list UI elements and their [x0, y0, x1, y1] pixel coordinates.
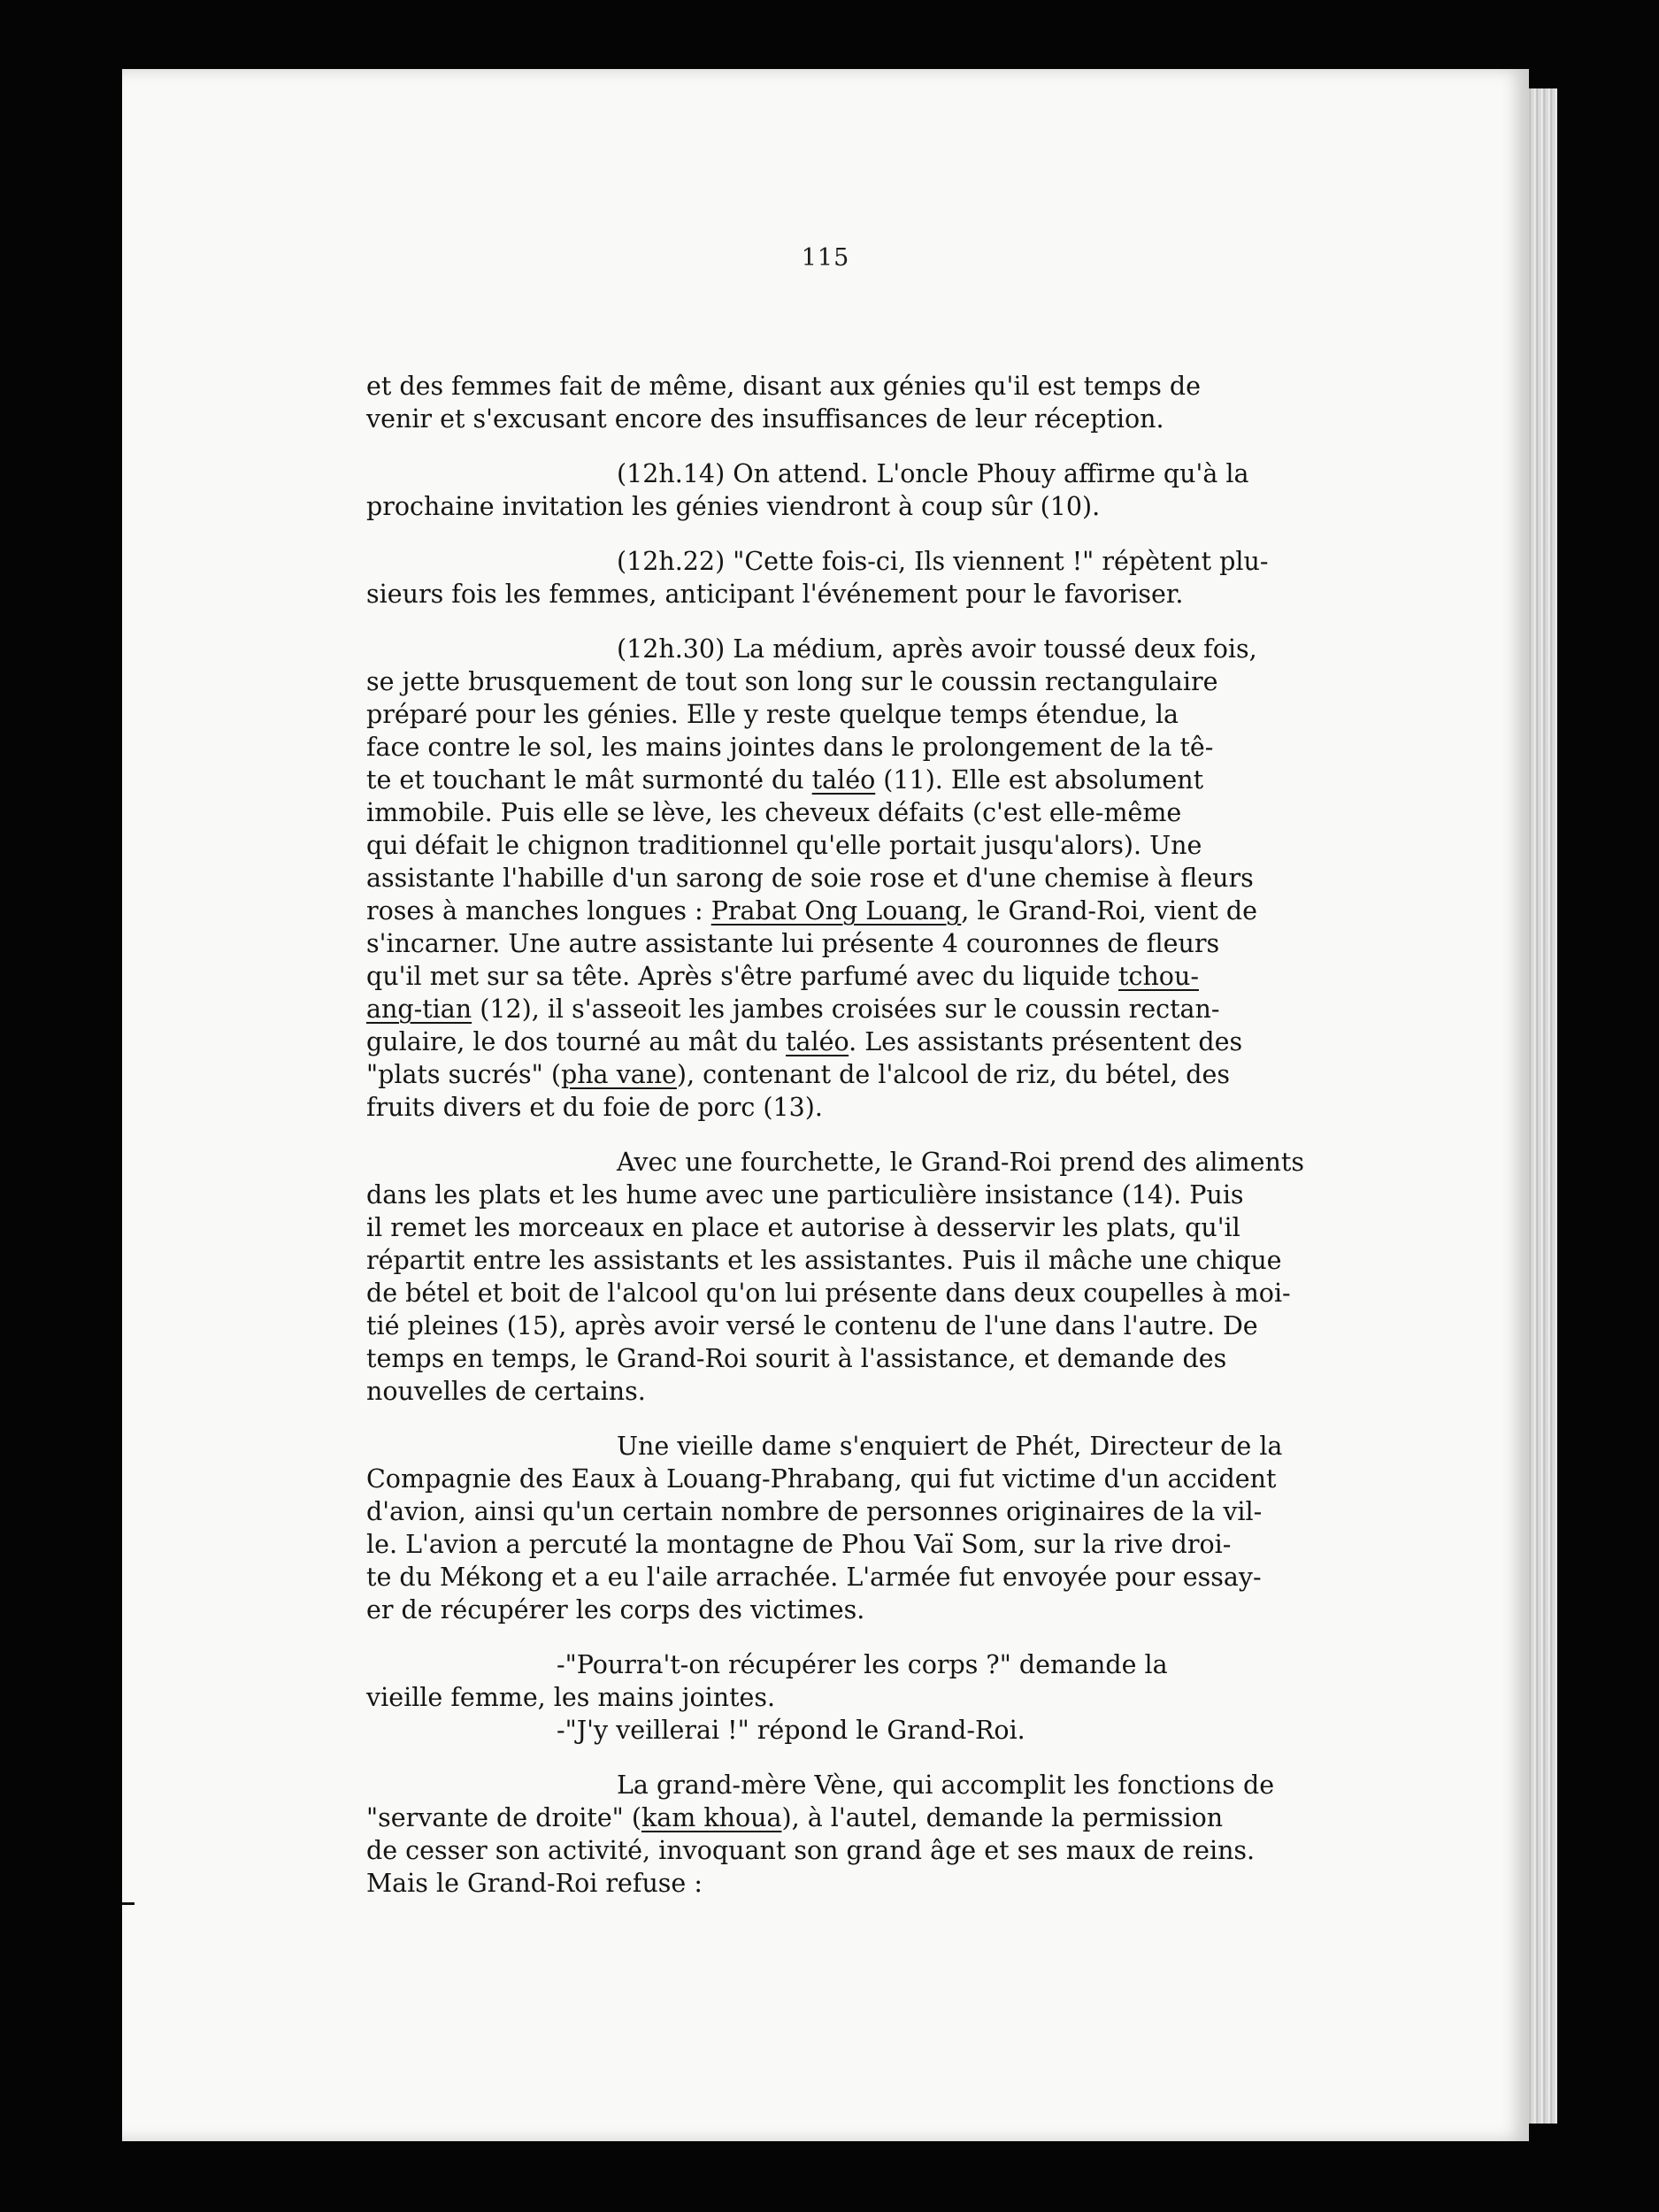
- underlined-term: Prabat Ong Louang: [710, 896, 962, 926]
- text-line: [366, 993, 1541, 1025]
- text-segment: . Les assistants présentent des: [849, 1027, 1243, 1056]
- text-line: [366, 960, 1541, 993]
- text-line: Mais le Grand-Roi refuse :: [366, 1869, 703, 1898]
- text-line: er de récupérer les corps des victimes.: [366, 1595, 865, 1624]
- text-line: préparé pour les génies. Elle y reste quelque temps étendue, la: [366, 700, 1179, 729]
- paragraph: [366, 1430, 1541, 1626]
- text-line: [366, 1058, 1541, 1091]
- text-line: assistante l'habille d'un sarong de soie rose et d'une chemise à fleurs: [366, 864, 1254, 893]
- text-line: se jette brusquement de tout son long sur le coussin rectangulaire: [366, 667, 1218, 696]
- text-line: prochaine invitation les génies viendront à coup sûr (10).: [366, 492, 1101, 521]
- text-line: (12h.22) "Cette fois-ci, Ils viennent !" répètent plu-: [617, 547, 1269, 576]
- text-line: et des femmes fait de même, disant aux génies qu'il est temps de: [366, 372, 1201, 401]
- underlined-term: ang-tian: [366, 995, 472, 1024]
- text-segment: (12), il s'asseoit les jambes croisées sur le coussin rectan-: [472, 995, 1220, 1024]
- paragraph: [366, 633, 1541, 1124]
- text-line: [366, 895, 1541, 927]
- text-segment: (11). Elle est absolument: [875, 765, 1204, 795]
- text-line: nouvelles de certains.: [366, 1377, 646, 1406]
- text-line: [366, 1025, 1541, 1058]
- paragraph: [366, 457, 1541, 523]
- text-line: temps en temps, le Grand-Roi sourit à l'assistance, et demande des: [366, 1344, 1227, 1373]
- underlined-term: pha vane: [560, 1060, 677, 1089]
- text-line: -"J'y veillerai !" répond le Grand-Roi.: [557, 1716, 1025, 1745]
- underlined-term: taléo: [811, 765, 876, 795]
- text-line: Compagnie des Eaux à Louang-Phrabang, qui fut victime d'un accident: [366, 1464, 1277, 1494]
- text-line: de cesser son activité, invoquant son grand âge et ses maux de reins.: [366, 1836, 1256, 1865]
- margin-mark: [122, 1902, 134, 1905]
- text-line: [366, 1801, 1541, 1834]
- text-line: dans les plats et les hume avec une particulière insistance (14). Puis: [366, 1180, 1244, 1210]
- underlined-term: taléo: [786, 1027, 849, 1056]
- text-line: Avec une fourchette, le Grand-Roi prend des aliments: [617, 1148, 1304, 1177]
- paragraph: [366, 370, 1541, 435]
- text-line: face contre le sol, les mains jointes dans le prolongement de la tê-: [366, 733, 1214, 762]
- body-text: [366, 370, 1541, 1922]
- text-line: te du Mékong et a eu l'aile arrachée. L'armée fut envoyée pour essay-: [366, 1563, 1262, 1592]
- page-number: 115: [801, 244, 850, 272]
- text-segment: ), à l'autel, demande la permission: [781, 1803, 1224, 1832]
- text-line: d'avion, ainsi qu'un certain nombre de personnes originaires de la vil-: [366, 1497, 1263, 1526]
- paragraph: [366, 545, 1541, 611]
- text-line: vieille femme, les mains jointes.: [366, 1683, 776, 1712]
- book-page: [122, 69, 1529, 2141]
- text-line: le. L'avion a percuté la montagne de Phou Vaï Som, sur la rive droi-: [366, 1530, 1232, 1559]
- text-segment: te et touchant le mât surmonté du: [366, 765, 812, 795]
- text-line: tié pleines (15), après avoir versé le contenu de l'une dans l'autre. De: [366, 1311, 1258, 1340]
- text-segment: "plats sucrés" (: [366, 1060, 561, 1089]
- text-line: Une vieille dame s'enquiert de Phét, Directeur de la: [617, 1432, 1283, 1461]
- text-line: de bétel et boit de l'alcool qu'on lui présente dans deux coupelles à moi-: [366, 1279, 1291, 1308]
- text-line: [366, 764, 1541, 796]
- paragraph: [366, 1769, 1541, 1900]
- text-segment: qu'il met sur sa tête. Après s'être parfumé avec du liquide: [366, 962, 1119, 991]
- text-segment: gulaire, le dos tourné au mât du: [366, 1027, 787, 1056]
- text-segment: ), contenant de l'alcool de riz, du bétel, des: [676, 1060, 1230, 1089]
- text-segment: , le Grand-Roi, vient de: [961, 896, 1257, 926]
- paragraph: [366, 1648, 1541, 1747]
- text-line: qui défait le chignon traditionnel qu'elle portait jusqu'alors). Une: [366, 831, 1202, 860]
- underlined-term: tchou-: [1118, 962, 1199, 991]
- text-line: il remet les morceaux en place et autorise à desservir les plats, qu'il: [366, 1213, 1240, 1242]
- text-line: fruits divers et du foie de porc (13).: [366, 1093, 823, 1122]
- text-line: sieurs fois les femmes, anticipant l'événement pour le favoriser.: [366, 580, 1184, 609]
- text-line: (12h.14) On attend. L'oncle Phouy affirme qu'à la: [617, 459, 1249, 488]
- text-line: La grand-mère Vène, qui accomplit les fonctions de: [617, 1770, 1275, 1800]
- paragraph: [366, 1146, 1541, 1408]
- text-line: immobile. Puis elle se lève, les cheveux défaits (c'est elle-même: [366, 798, 1182, 827]
- underlined-term: kam khoua: [641, 1803, 782, 1832]
- text-segment: "servante de droite" (: [366, 1803, 641, 1832]
- text-line: répartit entre les assistants et les assistantes. Puis il mâche une chique: [366, 1246, 1282, 1275]
- text-line: -"Pourra't-on récupérer les corps ?" demande la: [557, 1650, 1168, 1679]
- text-line: venir et s'excusant encore des insuffisances de leur réception.: [366, 404, 1164, 434]
- text-segment: roses à manches longues :: [366, 896, 711, 926]
- text-line: s'incarner. Une autre assistante lui présente 4 couronnes de fleurs: [366, 929, 1220, 958]
- text-line: (12h.30) La médium, après avoir toussé deux fois,: [617, 634, 1257, 664]
